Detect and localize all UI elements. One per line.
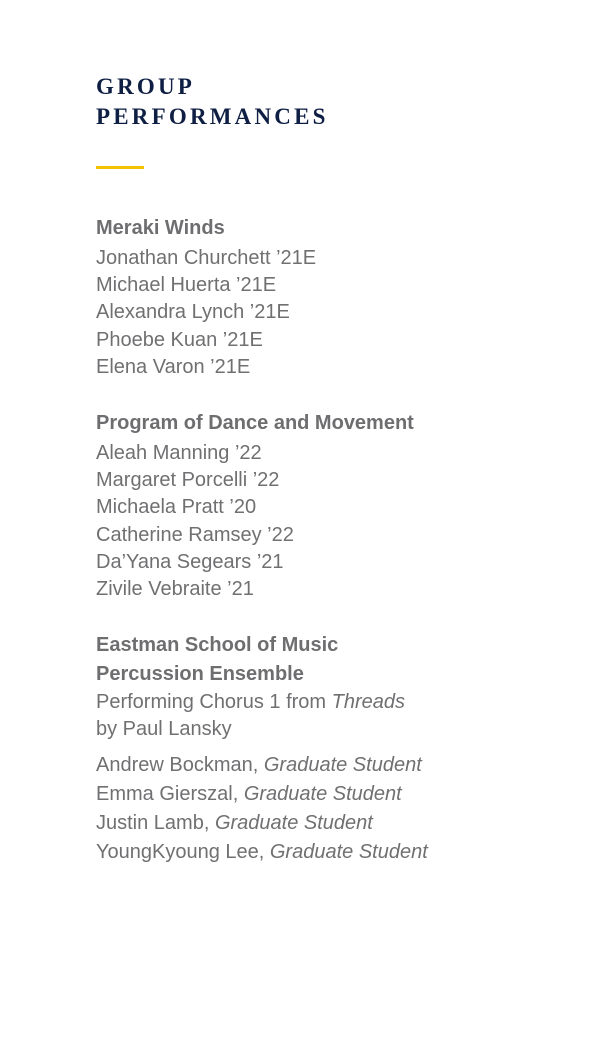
member-item: Zivile Vebraite ’21 [96, 578, 254, 601]
group-heading: Meraki Winds [96, 217, 225, 239]
member-item: Michaela Pratt ’20 [96, 496, 257, 519]
member-name: Andrew Bockman, [96, 753, 264, 776]
group-heading: Program of Dance and Movement [96, 412, 414, 435]
member-item: Phoebe Kuan ’21E [96, 328, 263, 351]
content [96, 72, 556, 895]
member-role: Graduate Student [269, 840, 428, 863]
member-role: Graduate Student [214, 811, 373, 834]
member-item: Catherine Ramsey ’22 [96, 523, 294, 546]
group-dance-and-movement [96, 409, 556, 603]
member-role: Graduate Student [263, 753, 422, 776]
member-list [96, 245, 556, 381]
member-name: YoungKyoung Lee, [96, 840, 270, 863]
member-item: Aleah Manning ’22 [96, 442, 262, 465]
member-item: Margaret Porcelli ’22 [96, 469, 280, 492]
group-meraki-winds [96, 214, 556, 381]
member-item: Jonathan Churchett ’21E [96, 247, 317, 269]
group-heading-line2: Percussion Ensemble [96, 663, 304, 686]
member-item: Michael Huerta ’21E [96, 274, 277, 297]
accent-divider [96, 166, 144, 169]
page-title-line1: GROUP [96, 74, 196, 99]
page-title [96, 72, 556, 132]
page-title-line2: PERFORMANCES [96, 104, 329, 129]
group-list [96, 214, 556, 867]
member-list [96, 751, 556, 867]
member-item [96, 780, 556, 809]
piece-composer: by Paul Lansky [96, 718, 232, 741]
member-item: Alexandra Lynch ’21E [96, 301, 290, 324]
member-role: Graduate Student [243, 782, 402, 805]
group-heading [96, 631, 556, 689]
group-eastman-percussion [96, 631, 556, 866]
group-heading-line1: Eastman School of Music [96, 634, 339, 657]
piece-title: Threads [331, 691, 406, 714]
piece-info [96, 689, 556, 743]
member-name: Emma Gierszal, [96, 782, 244, 805]
member-name: Justin Lamb, [96, 811, 215, 834]
member-item [96, 809, 556, 838]
piece-prefix: Performing Chorus 1 from [96, 691, 332, 714]
member-item: Elena Varon ’21E [96, 355, 251, 378]
member-list [96, 440, 556, 603]
member-item [96, 838, 556, 867]
member-item: Da’Yana Segears ’21 [96, 550, 284, 573]
member-item [96, 751, 556, 780]
